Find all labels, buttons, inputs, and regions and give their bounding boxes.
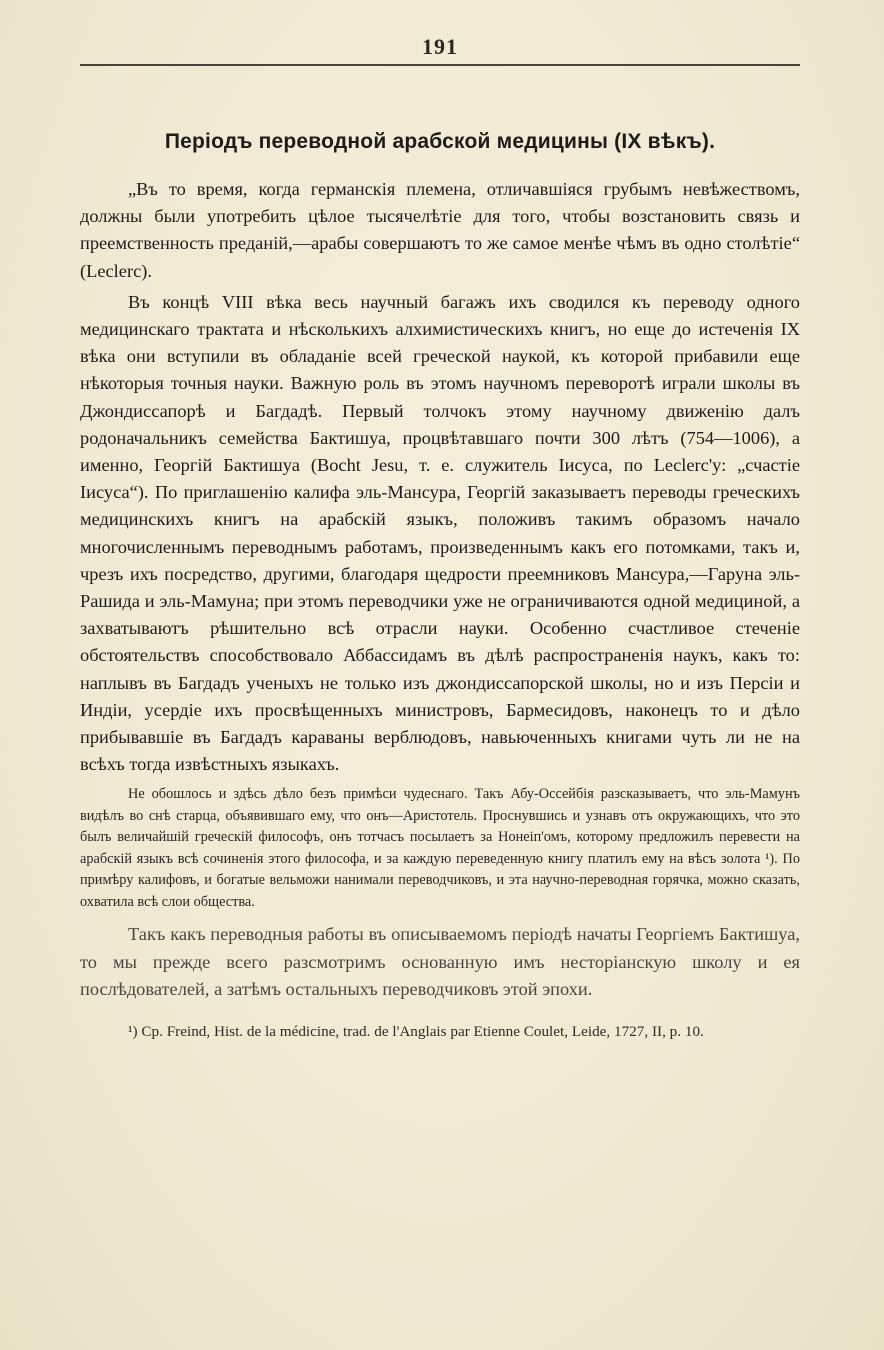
chapter-title: Періодъ переводной арабской медицины (IX вѣкъ). — [164, 130, 716, 153]
quote-paragraph: „Въ то время, когда германскія племена, отличавшіяся грубымъ невѣжествомъ, должны были употребить цѣлое тысячелѣтіе для того, чтобы возстановить связь и преемственность преданій,—арабы совершаютъ то же самое менѣе чѣмъ въ одно столѣтіе“ (Leclerc). — [80, 179, 800, 281]
header-rule — [80, 64, 800, 66]
small-print-note: Не обошлось и здѣсь дѣло безъ примѣси чудеснаго. Такъ Абу-Оссейбія разсказываетъ, что эль-Мамунъ видѣлъ во снѣ старца, объявившаго ему, что онъ—Аристотель. Проснувшись и узнавъ отъ окружающихъ, что это былъ величайшій греческій философъ, онъ тотчасъ посылаетъ за Нонеіп'омъ, которому предложилъ перевести на арабскій языкъ всѣ сочиненія этого философа, и за каждую переведенную книгу платилъ ему на вѣсъ золота ¹). По примѣру калифовъ, и богатые вельможи нанимали переводчиковъ, и эта научно-переводная горячка, можно сказать, охватила всѣ слои общества. — [80, 786, 800, 910]
footnote: ¹) Ср. Freind, Hist. de la médicine, trad. de l'Anglais par Etienne Coulet, Leide, 1727, II, p. 10. — [128, 1023, 704, 1041]
closing-paragraph: Такъ какъ переводныя работы въ описываемомъ періодѣ начаты Георгіемъ Бактишуа, то мы прежде всего разсмотримъ основанную имъ несторіанскую школу и ея послѣдователей, а затѣмъ остальныхъ переводчиковъ этой эпохи. — [80, 924, 800, 999]
body-paragraph: Въ концѣ VIII вѣка весь научный багажъ ихъ сводился къ переводу одного медицинскаго трактата и нѣсколькихъ алхимистическихъ книгъ, но еще до истеченія IX вѣка они вступили въ обладаніе всей греческой наукой, къ которой прибавили еще нѣкоторыя точныя науки. Важную роль въ этомъ научномъ переворотѣ играли школы въ Джондиссапорѣ и Багдадѣ. Первый толчокъ этому научному движенію далъ родоначальникъ семейства Бактишуа, процвѣтавшаго почти 300 лѣтъ (754—1006), а именно, Георгій Бактишуа (Bocht Jesu, т. е. служитель Іисуса, по Leclerc'у: „счастіе Іисуса“). По приглашенію калифа эль-Мансура, Георгій заказываетъ переводы греческихъ медицинскихъ книгъ на арабскій языкъ, положивъ такимъ образомъ начало многочисленнымъ переводнымъ работамъ, произведеннымъ какъ его потомками, такъ и, чрезъ ихъ посредство, другими, благодаря щедрости преемниковъ Мансура,—Гаруна эль-Рашида и эль-Мамуна; при этомъ переводчики уже не ограничиваются одной медициной, а захватываютъ рѣшительно всѣ отрасли науки. Особенно счастливое стеченіе обстоятельствъ способствовало Аббассидамъ въ дѣлѣ распространенія наукъ, какъ то: наплывъ въ Багдадъ ученыхъ не только изъ джондиссапорской школы, но и изъ Персіи и Индіи, усердіе ихъ просвѣщенныхъ министровъ, Бармесидовъ, наконецъ то и дѣло прибывавшіе въ Багдадъ караваны верблюдовъ, навьюченныхъ книгами чуть ли не на всѣхъ тогда извѣстныхъ языкахъ. — [80, 291, 800, 775]
page-number: 191 — [422, 34, 458, 59]
